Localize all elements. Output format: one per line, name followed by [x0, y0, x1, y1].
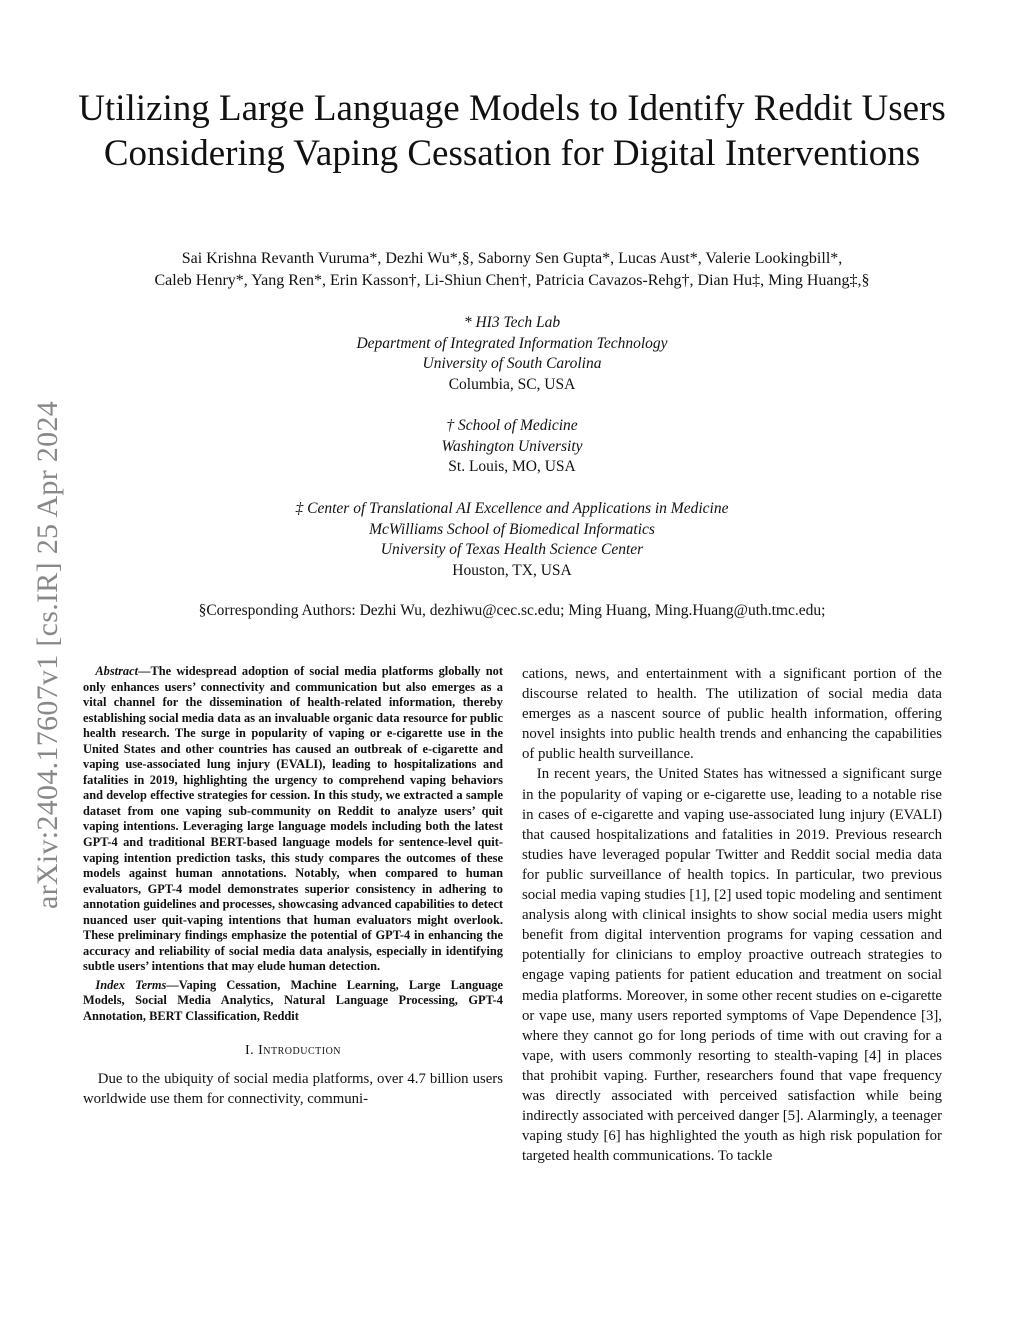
right-column — [522, 664, 942, 1166]
affiliation-usc — [100, 313, 924, 396]
left-column — [83, 664, 503, 1109]
affiliation-location: St. Louis, MO, USA — [448, 458, 576, 476]
intro-paragraph-1-continued: cations, news, and entertainment with a significant portion of the discourse related to health. The utilization of social media data emerges as a nascent source of public health information, offering novel insights into public health trends and enhancing the capabilities of public health surveillance. — [522, 666, 942, 763]
index-terms-text: Vaping Cessation, Machine Learning, Large Language Models, Social Media Analytics, Natural Language Processing, GPT-4 Annotation, BERT Classification, Reddit — [83, 977, 503, 1024]
author-line-2: Caleb Henry*, Yang Ren*, Erin Kasson†, Li-Shiun Chen†, Patricia Cavazos-Rehg†, Dian Hu‡, Ming Huang‡,§ — [154, 272, 870, 289]
abstract-text: The widespread adoption of social media platforms globally not only enhances users’ connectivity and communication but also emerges as a vital channel for the dissemination of health-related information, thereby establishing social media data as an invaluable organic data resource for public health research. The surge in popularity of vaping or e-cigarette use in the United States and other countries has caused an outbreak of e-cigarette and vaping use-associated lung injury (EVALI), leading to hospitalizations and fatalities in 2019, highlighting the urgency to comprehend vaping behaviors and develop effective strategies for cession. In this study, we extracted a sample dataset from one vaping sub-community on Reddit to analyze users’ quit vaping intentions. Leveraging large language models including both the latest GPT-4 and traditional BERT-based language models for sentence-level quit-vaping intention prediction tasks, this study compares the outcomes of these models against human annotations. Notably, when compared to human evaluators, GPT-4 model demonstrates superior consistency in adhering to annotation guidelines and processes, showcasing advanced capabilities to detect nuanced user quit-vaping intentions that human evaluators might overlook. These preliminary findings emphasize the potential of GPT-4 in enhancing the accuracy and reliability of social media data analysis, especially in identifying subtle users’ intentions that may elude human detection. — [83, 664, 503, 974]
abstract — [83, 664, 503, 975]
affiliation-location: Columbia, SC, USA — [448, 376, 576, 394]
index-terms — [83, 978, 503, 1025]
affiliation-wustl — [100, 416, 924, 478]
author-list — [70, 248, 954, 292]
arxiv-identifier: arXiv:2404.17607v1 [cs.IR] 25 Apr 2024 — [31, 400, 64, 910]
affiliation-line: Washington University — [441, 437, 583, 455]
affiliation-line: † School of Medicine — [446, 417, 578, 434]
affiliation-line: University of South Carolina — [422, 355, 602, 373]
author-line-1: Sai Krishna Revanth Vuruma*, Dezhi Wu*,§, Saborny Sen Gupta*, Lucas Aust*, Valerie Lookingbill*, — [181, 250, 843, 267]
intro-paragraph-1-start: Due to the ubiquity of social media platforms, over 4.7 billion users worldwide use them for connectivity, communi- — [83, 1070, 503, 1107]
affiliation-line: ‡ Center of Translational AI Excellence and Applications in Medicine — [295, 500, 729, 517]
abstract-label: Abstract— — [95, 664, 151, 678]
corresponding-authors: §Corresponding Authors: Dezhi Wu, dezhiwu@cec.sc.edu; Ming Huang, Ming.Huang@uth.tmc.edu; — [198, 602, 826, 619]
index-terms-label: Index Terms— — [95, 977, 179, 992]
arxiv-sidebar — [28, 365, 68, 945]
section-heading-introduction: I. Introduction — [244, 1042, 342, 1058]
paper-title: Utilizing Large Language Models to Identify Reddit Users Considering Vaping Cessation for Digital Interventions — [78, 88, 946, 174]
affiliation-line: * HI3 Tech Lab — [463, 314, 561, 331]
affiliation-location: Houston, TX, USA — [452, 562, 572, 580]
intro-paragraph-2: In recent years, the United States has witnessed a significant surge in the popularity of vaping or e-cigarette use, leading to a notable rise in cases of e-cigarette and vaping use-associated lung injury (EVALI) that caused hospitalizations and fatalities in 2019. Previous research studies have leveraged popular Twitter and Reddit social media data for public surveillance of health topics. In particular, two previous social media vaping studies [1], [2] used topic modeling and sentiment analysis along with clinical insights to show social media users might benefit from digital intervention programs for vaping cessation and potentially for clinicians to employ proactive outreach strategies to engage vaping patients for patient education and treatment on social media platforms. Moreover, in some other recent studies on e-cigarette or vape use, many users reported symptoms of Vape Dependence [3], where they cannot go for long periods of time with out craving for a vape, with users commonly resorting to stealth-vaping [4] in places that prohibit vaping. Further, researchers found that vape frequency was directly associated with perceived satisfaction while being indirectly associated with perceived danger [5]. Alarmingly, a teenager vaping study [6] has highlighted the youth as high risk population for targeted health communications. To tackle — [522, 766, 942, 1165]
affiliation-line: McWilliams School of Biomedical Informatics — [369, 520, 655, 538]
affiliation-line: Department of Integrated Information Technology — [356, 334, 668, 352]
affiliation-line: University of Texas Health Science Center — [380, 541, 644, 559]
affiliation-uthealth — [100, 499, 924, 582]
